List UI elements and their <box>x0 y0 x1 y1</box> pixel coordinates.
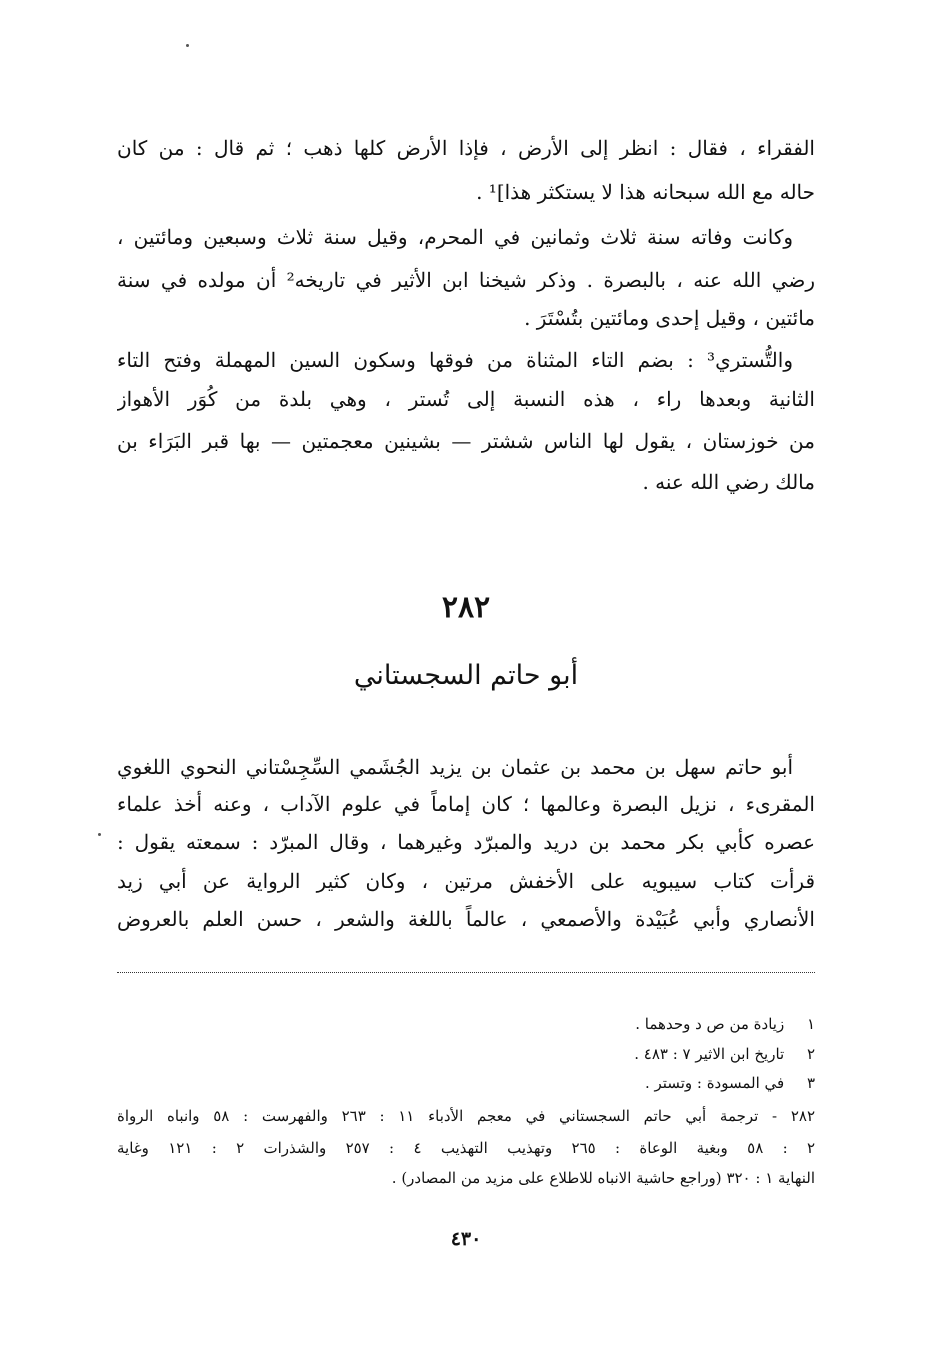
entry-source-note-line: النهاية ١ : ٣٢٠ (وراجع حاشية الانباه للاطلاع على مزيد من المصادر) . <box>391 1169 815 1187</box>
body-line: الثانية وبعدها راء ، هذه النسبة إلى تُستر ، وهي بلدة من كُوَر الأهواز <box>117 387 815 411</box>
body-line: من خوزستان ، يقول لها الناس ششتر — بشينين معجمتين — بها قبر البَرَاء بن <box>117 429 815 453</box>
footnote <box>117 1071 815 1095</box>
footnote-text: زيادة من ص د وحدهما . <box>635 1015 785 1033</box>
entry-line: المقرىء ، نزيل البصرة وعالمها ؛ كان إماماً في علوم الآداب ، وعنه أخذ علماء <box>117 792 815 816</box>
footnote-text: تاريخ ابن الاثير ٧ : ٤٨٣ . <box>634 1045 785 1063</box>
scan-speck <box>98 833 101 836</box>
entry-line: عصره كأبي بكر محمد بن دريد والمبرّد وغيرهما ، وقال المبرّد : سمعته يقول : <box>117 830 815 854</box>
entry-source-note-line: ٢ : ٥٨ وبغية الوعاة : ٢٦٥ وتهذيب التهذيب ٤ : ٢٥٧ والشذرات ٢ : ١٢١ وغاية <box>117 1139 815 1157</box>
footnote-number: ٣ <box>806 1074 815 1092</box>
footnote-separator <box>117 972 815 973</box>
body-line: والتُّستري³ : بضم التاء المثناة من فوقها وسكون السين المهملة وفتح التاء <box>117 348 793 372</box>
body-line: مائتين ، وقيل إحدى ومائتين بتُسْتَرَ . <box>524 306 815 330</box>
body-line: وكانت وفاته سنة ثلاث وثمانين في المحرم، وقيل سنة ثلاث وسبعين ومائتين ، <box>117 225 793 249</box>
footnote <box>117 1042 815 1066</box>
entry-number: ٢٨٢ <box>441 590 491 625</box>
entry-line: الأنصاري وأبي عُبَيْدة والأصمعي ، عالماً باللغة والشعر ، حسن العلم بالعروض <box>117 907 815 931</box>
body-line: مالك رضي الله عنه . <box>642 470 815 494</box>
body-line: الفقراء ، فقال : انظر إلى الأرض ، فإذا الأرض كلها ذهب ؛ ثم قال : من كان <box>117 136 815 160</box>
footnote <box>117 1012 815 1036</box>
entry-line: قرأت كتاب سيبويه على الأخفش مرتين ، وكان كثير الرواية عن أبي زيد <box>117 869 815 893</box>
footnote-text: في المسودة : وتستر . <box>644 1074 785 1092</box>
entry-title: أبو حاتم السجستاني <box>353 660 579 691</box>
body-line: رضي الله عنه ، بالبصرة . وذكر شيخنا ابن الأثير في تاريخه² أن مولده في سنة <box>117 268 815 292</box>
entry-source-note-line: ٢٨٢ - ترجمة أبي حاتم السجستاني في معجم الأدباء ١١ : ٢٦٣ والفهرست : ٥٨ وانباه الرواة <box>117 1107 815 1125</box>
scan-speck <box>186 44 189 47</box>
footnote-number: ٢ <box>806 1045 815 1063</box>
footnote-number: ١ <box>806 1015 815 1033</box>
page-number: ٤٣٠ <box>450 1228 482 1250</box>
body-line: حاله مع الله سبحانه هذا لا يستكثر هذا]¹ . <box>476 180 815 204</box>
entry-line: أبو حاتم سهل بن محمد بن عثمان بن يزيد الجُشَمي السِّجِسْتاني النحوي اللغوي <box>117 755 793 779</box>
